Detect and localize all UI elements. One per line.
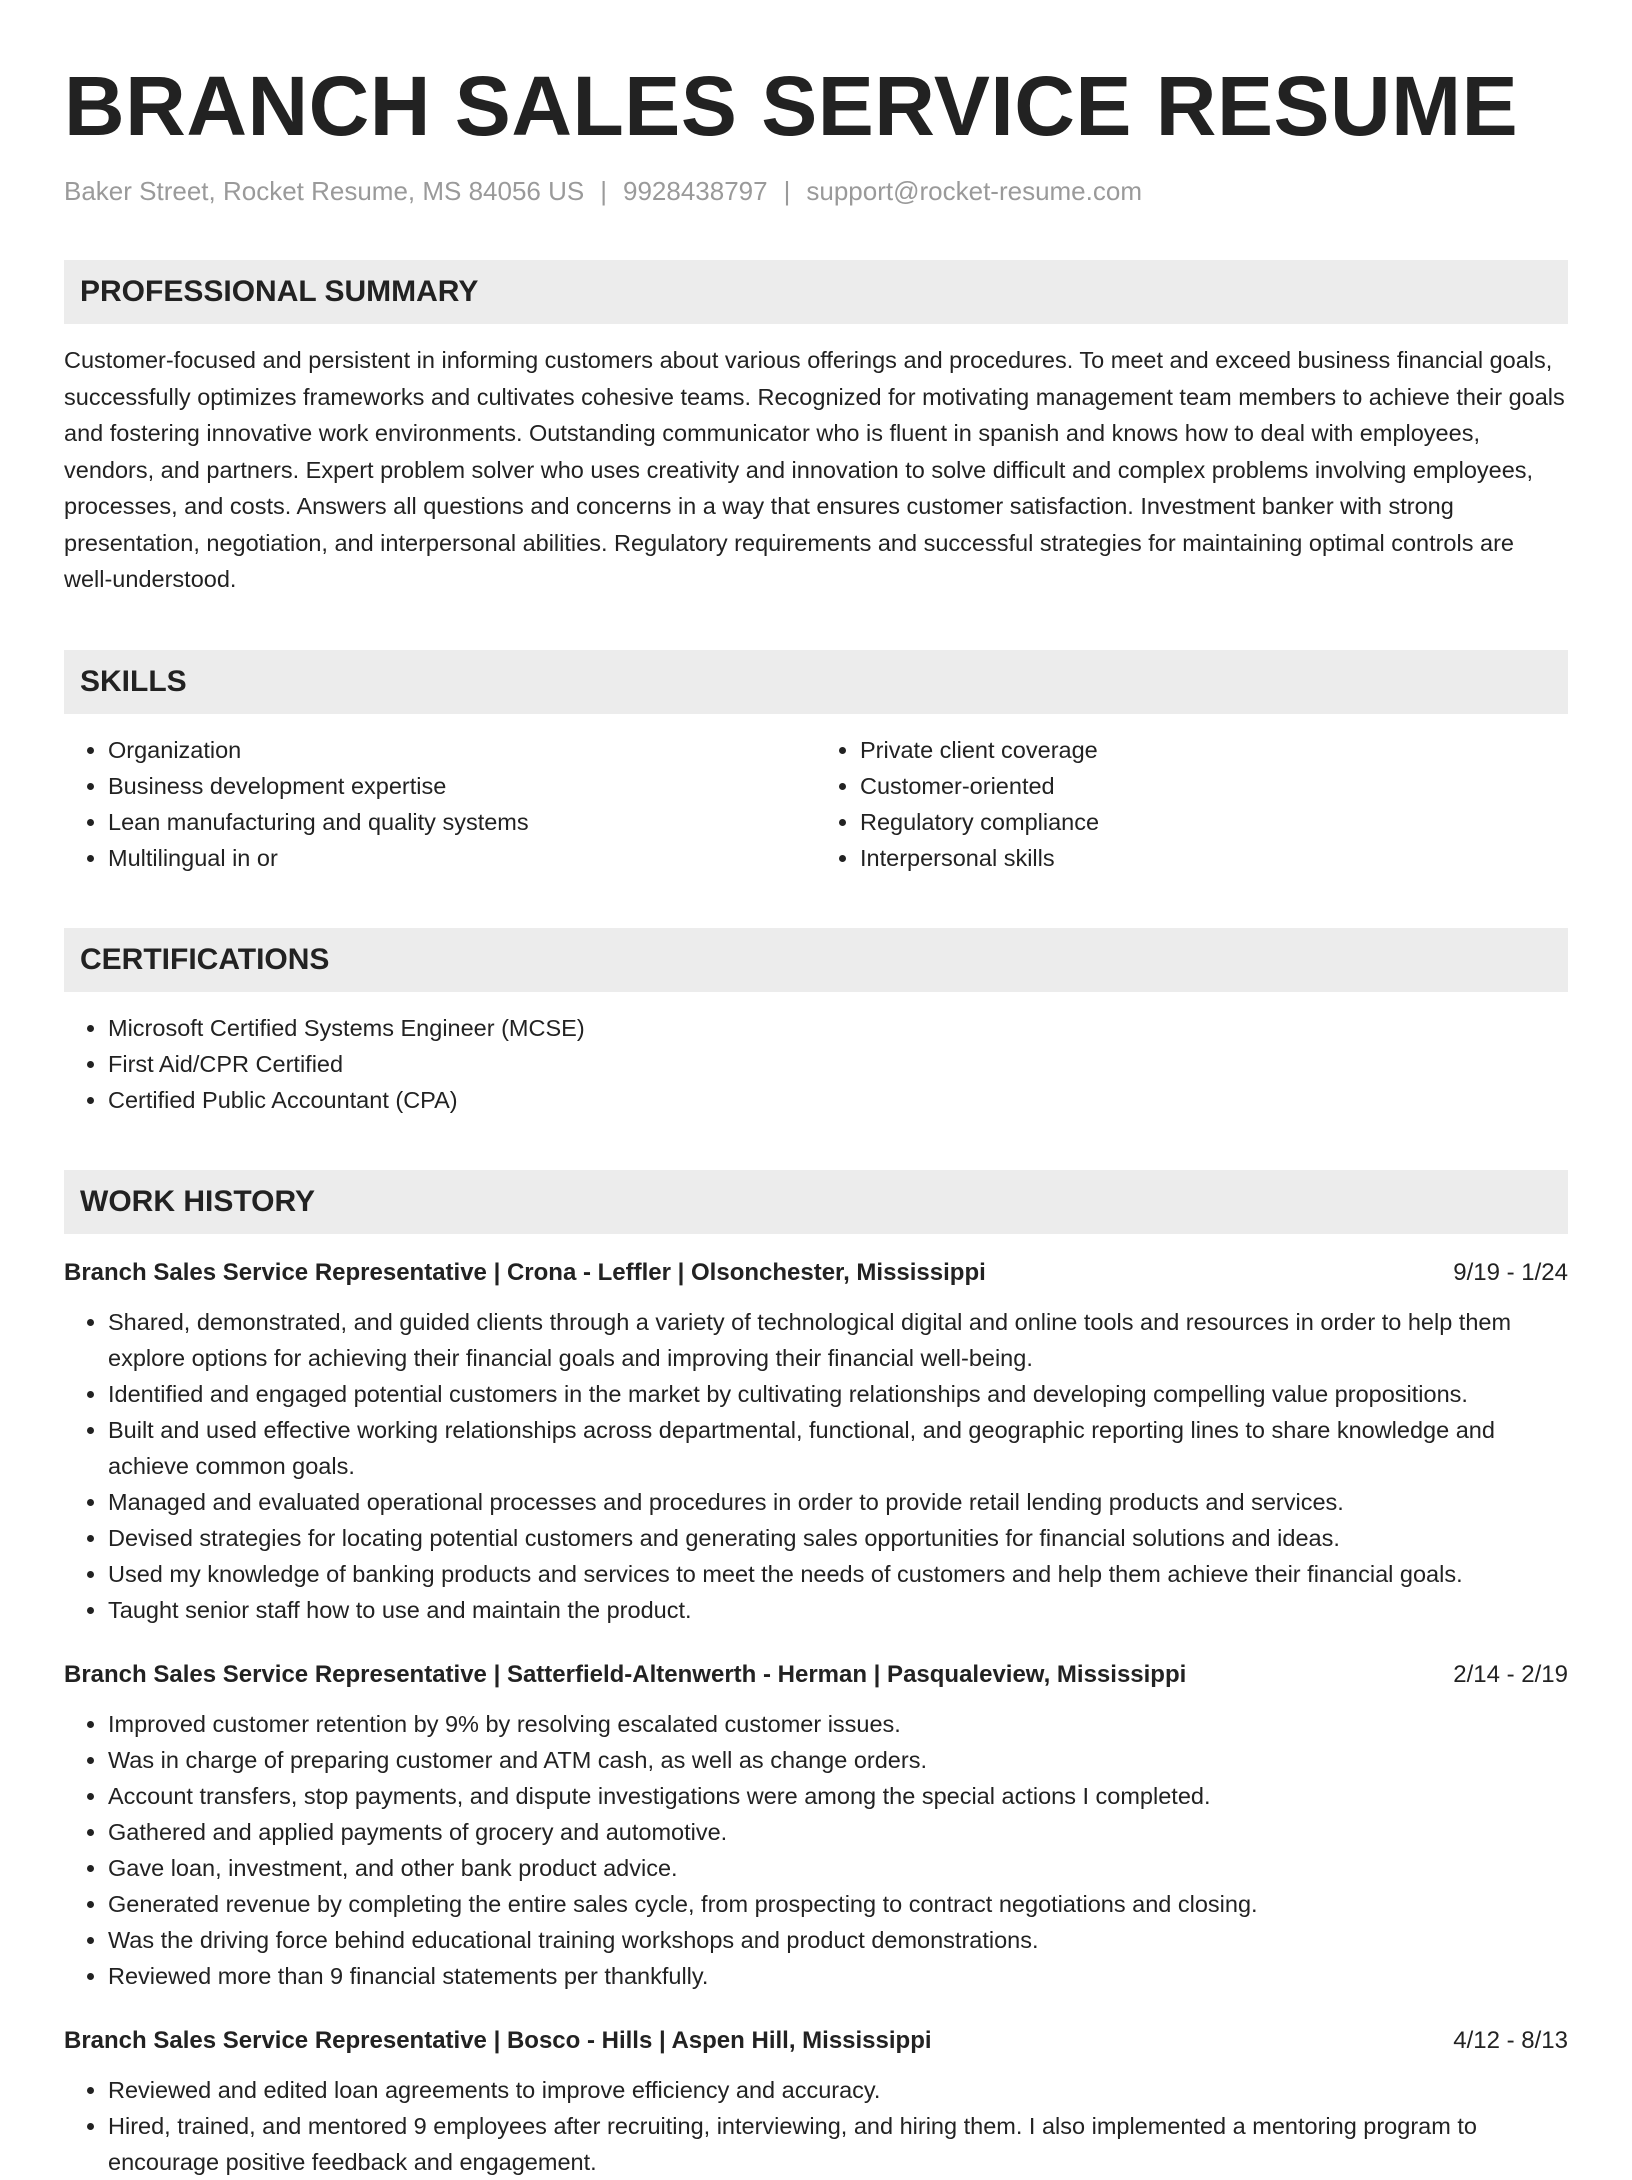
job-bullet: • Used my knowledge of banking products and services to meet the needs of customers and help them achieve their financial goals.: [108, 1556, 1568, 1592]
job-bullet: • Devised strategies for locating potential customers and generating sales opportunities for financial solutions and ideas.: [108, 1520, 1568, 1556]
job-header: [64, 2024, 1568, 2058]
certification-item: • First Aid/CPR Certified: [108, 1046, 1568, 1082]
summary-heading: PROFESSIONAL SUMMARY: [64, 260, 1568, 324]
job-bullet: • Managed and evaluated operational processes and procedures in order to provide retail lending products and services.: [108, 1484, 1568, 1520]
skill-item: • Regulatory compliance: [860, 804, 1568, 840]
certification-item: • Certified Public Accountant (CPA): [108, 1082, 1568, 1118]
contact-separator: |: [600, 176, 607, 206]
job-dates: 2/14 - 2/19: [1453, 1660, 1568, 1688]
job-header: [64, 1256, 1568, 1290]
job-dates: 4/12 - 8/13: [1453, 2026, 1568, 2054]
job-bullet: • Was the driving force behind educational training workshops and product demonstrations.: [108, 1922, 1568, 1958]
certifications-list: [64, 1010, 1568, 1118]
contact-address: Baker Street, Rocket Resume, MS 84056 US: [64, 176, 585, 206]
skills-column-right: [816, 732, 1568, 876]
job-title: Branch Sales Service Representative | Satterfield-Altenwerth - Herman | Pasqualeview, Mississippi: [64, 1660, 1187, 1688]
job-bullets: [64, 2072, 1568, 2180]
job-entry: [64, 1256, 1568, 1628]
summary-text: Customer-focused and persistent in informing customers about various offerings and procedures. To meet and exceed business financial goals, successfully optimizes frameworks and cultivates cohesive teams. Recognized for motivating management team members to achieve their goals and fostering innovative work environments. Outstanding communicator who is fluent in spanish and knows how to deal with employees, vendors, and partners. Expert problem solver who uses creativity and innovation to solve difficult and complex problems involving employees, processes, and costs. Answers all questions and concerns in a way that ensures customer satisfaction. Investment banker with strong presentation, negotiation, and interpersonal abilities. Regulatory requirements and successful strategies for maintaining optimal controls are well-understood.: [64, 347, 1565, 592]
job-bullet: • Reviewed and edited loan agreements to improve efficiency and accuracy.: [108, 2072, 1568, 2108]
skill-item: • Interpersonal skills: [860, 840, 1568, 876]
contact-email: support@rocket-resume.com: [806, 176, 1142, 206]
skill-item: • Lean manufacturing and quality systems: [108, 804, 816, 840]
job-bullet: • Shared, demonstrated, and guided clients through a variety of technological digital and online tools and resources in order to help them explore options for achieving their financial goals and improving their financial well-being.: [108, 1304, 1568, 1376]
certifications-heading: CERTIFICATIONS: [64, 928, 1568, 992]
job-bullet: • Generated revenue by completing the entire sales cycle, from prospecting to contract negotiations and closing.: [108, 1886, 1568, 1922]
job-bullet: • Was in charge of preparing customer and ATM cash, as well as change orders.: [108, 1742, 1568, 1778]
contact-line: [64, 174, 1568, 208]
skill-item: • Private client coverage: [860, 732, 1568, 768]
certification-item: • Microsoft Certified Systems Engineer (MCSE): [108, 1010, 1568, 1046]
job-dates: 9/19 - 1/24: [1453, 1258, 1568, 1286]
job-title: Branch Sales Service Representative | Bosco - Hills | Aspen Hill, Mississippi: [64, 2026, 932, 2054]
job-bullet: • Taught senior staff how to use and maintain the product.: [108, 1592, 1568, 1628]
skill-item: • Business development expertise: [108, 768, 816, 804]
skills-column-left: [64, 732, 816, 876]
job-title: Branch Sales Service Representative | Crona - Leffler | Olsonchester, Mississippi: [64, 1258, 986, 1286]
skill-item: • Multilingual in or: [108, 840, 816, 876]
resume-title: BRANCH SALES SERVICE RESUME: [64, 59, 1519, 153]
job-bullet: • Gave loan, investment, and other bank product advice.: [108, 1850, 1568, 1886]
work-history-heading: WORK HISTORY: [64, 1170, 1568, 1234]
skills-list: [64, 732, 1568, 876]
job-entry: [64, 2024, 1568, 2180]
job-bullets: [64, 1304, 1568, 1628]
job-bullet: • Improved customer retention by 9% by resolving escalated customer issues.: [108, 1706, 1568, 1742]
skill-item: • Customer-oriented: [860, 768, 1568, 804]
contact-separator: |: [783, 176, 791, 206]
job-bullet: • Hired, trained, and mentored 9 employees after recruiting, interviewing, and hiring them. I also implemented a mentoring program to encourage positive feedback and engagement.: [108, 2108, 1568, 2180]
skills-heading: SKILLS: [64, 650, 1568, 714]
job-entry: [64, 1658, 1568, 1994]
skill-item: • Organization: [108, 732, 816, 768]
job-bullets: [64, 1706, 1568, 1994]
job-bullet: • Account transfers, stop payments, and dispute investigations were among the special actions I completed.: [108, 1778, 1568, 1814]
job-bullet: • Gathered and applied payments of grocery and automotive.: [108, 1814, 1568, 1850]
job-header: [64, 1658, 1568, 1692]
contact-phone: 9928438797: [623, 176, 768, 206]
job-bullet: • Identified and engaged potential customers in the market by cultivating relationships and developing compelling value propositions.: [108, 1376, 1568, 1412]
job-bullet: • Reviewed more than 9 financial statements per thankfully.: [108, 1958, 1568, 1994]
job-bullet: • Built and used effective working relationships across departmental, functional, and geographic reporting lines to share knowledge and achieve common goals.: [108, 1412, 1568, 1484]
